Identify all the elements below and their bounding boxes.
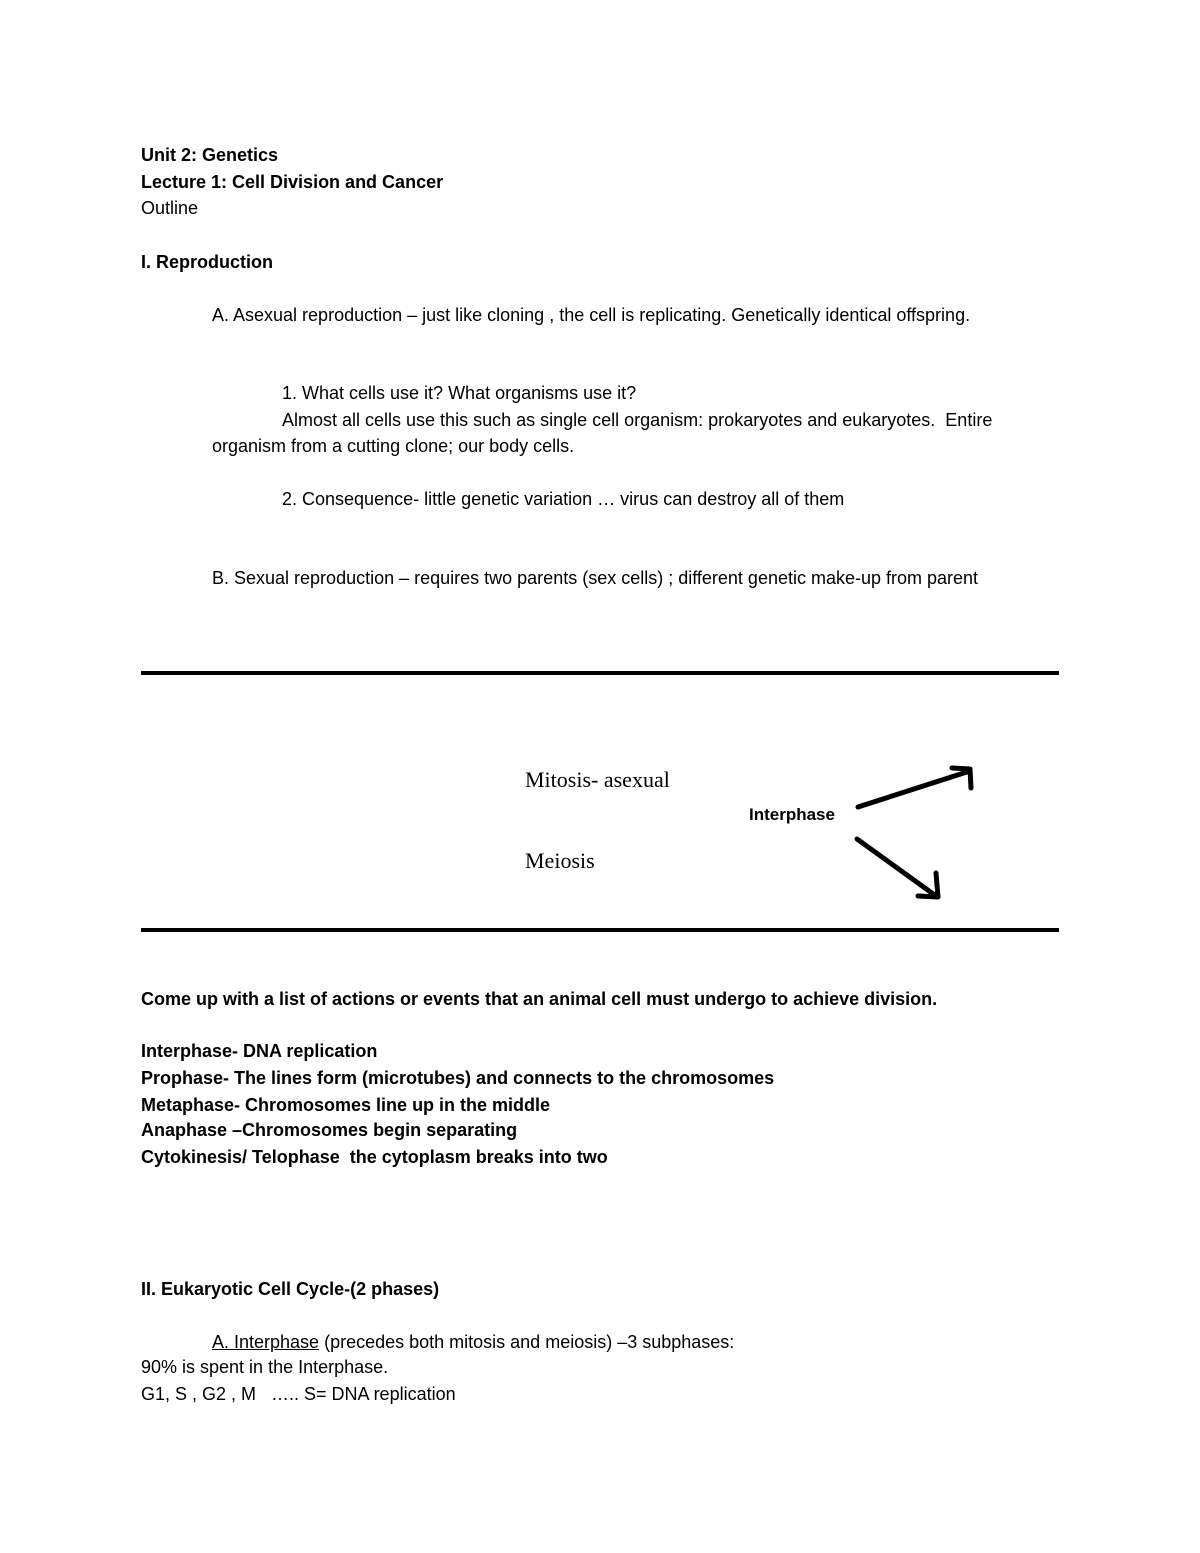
lecture-title: Lecture 1: Cell Division and Cancer [141,172,444,192]
question-2: 2. Consequence- little genetic variation … virus can destroy all of them [282,489,845,509]
activity-item-cytokinesis: Cytokinesis/ Telophase the cytoplasm breaks into two [141,1147,608,1167]
divider-bottom [141,928,1059,932]
interphase-label: Interphase [749,805,835,824]
activity-item-anaphase: Anaphase –Chromosomes begin separating [141,1120,518,1140]
question-1-answer-line-2: organism from a cutting clone; our body cells. [212,436,575,456]
meiosis-label: Meiosis [525,848,595,873]
activity-item-prophase: Prophase- The lines form (microtubes) and connects to the chromosomes [141,1068,775,1088]
interphase-time-note: 90% is spent in the Interphase. [141,1357,389,1377]
cell-cycle-phases: G1, S , G2 , M ….. S= DNA replication [141,1384,456,1404]
interphase-item-label: A. Interphase [212,1332,320,1352]
section-1-heading: I. Reproduction [141,252,273,272]
interphase-item-text: (precedes both mitosis and meiosis) –3 subphases: [319,1332,735,1352]
interphase-item [212,1331,734,1353]
section-2-heading: II. Eukaryotic Cell Cycle-(2 phases) [141,1279,440,1299]
question-1-answer-line-1: Almost all cells use this such as single cell organism: prokaryotes and eukaryotes. Entire [282,410,993,430]
arrow-down-icon [857,839,936,896]
sexual-reproduction-item: B. Sexual reproduction – requires two parents (sex cells) ; different genetic make-up from parent [212,568,979,588]
activity-item-interphase: Interphase- DNA replication [141,1041,378,1061]
question-1: 1. What cells use it? What organisms use it? [282,383,637,403]
outline-label: Outline [141,198,199,218]
activity-prompt: Come up with a list of actions or events that an animal cell must undergo to achieve division. [141,989,938,1009]
unit-title: Unit 2: Genetics [141,145,279,165]
mitosis-label: Mitosis- asexual [525,767,670,792]
divider-top [141,671,1059,675]
asexual-reproduction-item: A. Asexual reproduction – just like cloning , the cell is replicating. Genetically identical offspring. [212,305,971,325]
arrow-up-icon [858,771,970,807]
branch-arrows [840,755,990,910]
activity-item-metaphase: Metaphase- Chromosomes line up in the middle [141,1095,551,1115]
